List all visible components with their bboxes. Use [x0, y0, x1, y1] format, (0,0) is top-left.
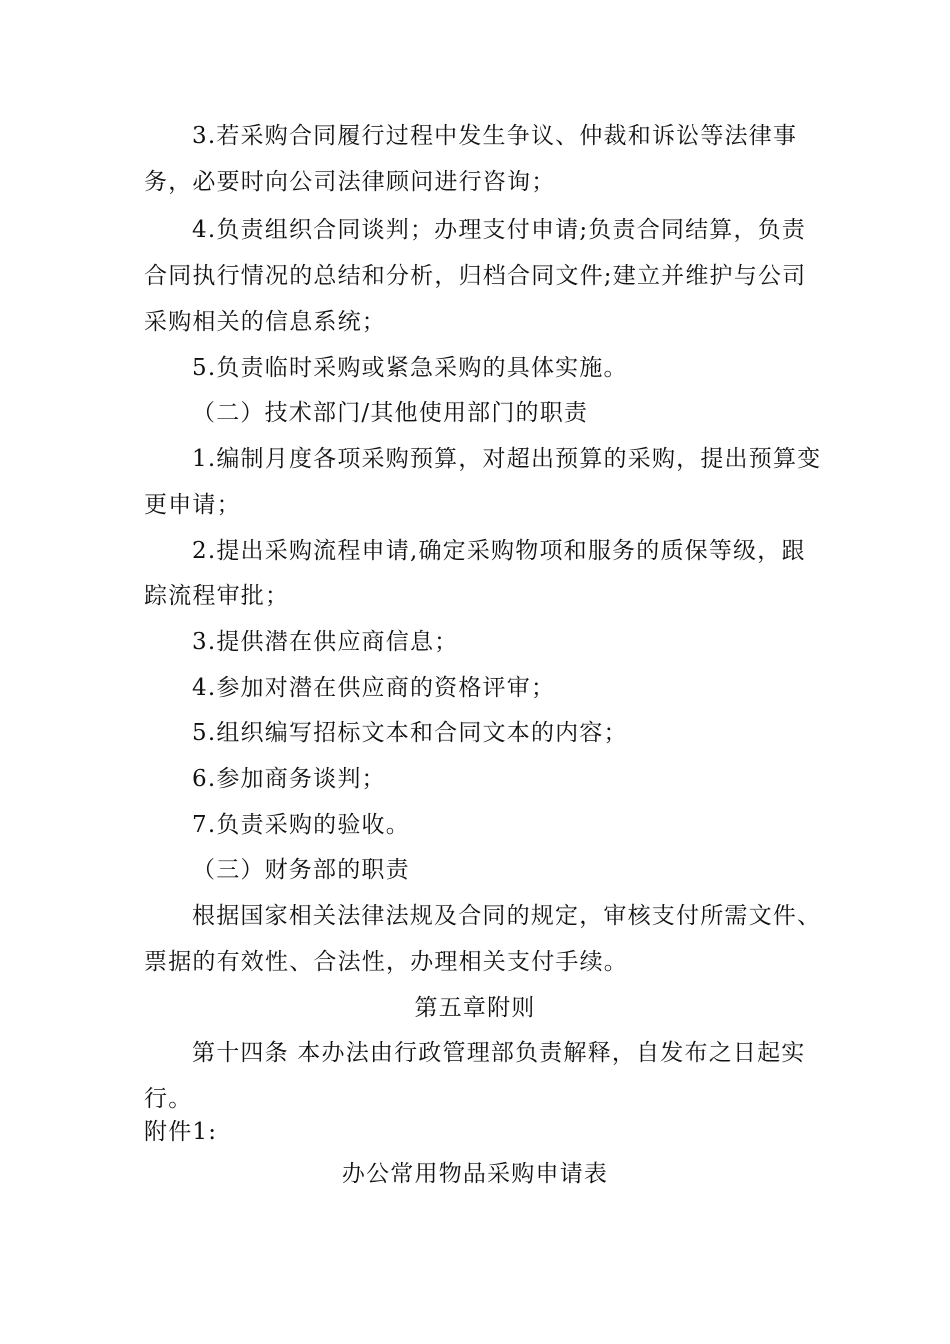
clause-4-line-2: 合同执行情况的总结和分析，归档合同文件;建立并维护与公司	[144, 263, 807, 289]
finance-line-2: 票据的有效性、合法性，办理相关支付手续。	[144, 949, 628, 975]
attachment-label: 附件1:	[144, 1119, 218, 1145]
tech-item-2-line-2: 踪流程审批；	[144, 583, 290, 609]
clause-4-line-1: 4.负责组织合同谈判；办理支付申请;负责合同结算，负责	[192, 217, 807, 243]
article-14-line-2: 行。	[144, 1086, 193, 1112]
tech-item-7: 7.负责采购的验收。	[192, 812, 410, 838]
article-14-line-1: 第十四条 本办法由行政管理部负责解释，自发布之日起实	[192, 1040, 806, 1066]
chapter-five-title: 第五章附则	[414, 995, 536, 1021]
tech-item-6: 6.参加商务谈判；	[192, 766, 386, 792]
clause-4-line-3: 采购相关的信息系统；	[144, 309, 386, 335]
finance-line-1: 根据国家相关法律法规及合同的规定，审核支付所需文件、	[192, 903, 822, 929]
clause-5-line: 5.负责临时采购或紧急采购的具体实施。	[192, 355, 628, 381]
section-heading-3: （三）财务部的职责	[192, 857, 410, 883]
tech-item-5: 5.组织编写招标文本和合同文本的内容；	[192, 720, 628, 746]
tech-item-3: 3.提供潜在供应商信息；	[192, 629, 459, 655]
clause-3-line-2: 务，必要时向公司法律顾问进行咨询；	[144, 169, 556, 195]
tech-item-1-line-2: 更申请；	[144, 492, 241, 518]
form-title: 办公常用物品采购申请表	[341, 1161, 609, 1187]
tech-item-1-line-1: 1.编制月度各项采购预算，对超出预算的采购，提出预算变	[192, 446, 822, 472]
tech-item-2-line-1: 2.提出采购流程申请,确定采购物项和服务的质保等级，跟	[192, 538, 806, 564]
tech-item-4: 4.参加对潜在供应商的资格评审；	[192, 675, 556, 701]
clause-3-line-1: 3.若采购合同履行过程中发生争议、仲裁和诉讼等法律事	[192, 123, 798, 149]
section-heading-2: （二）技术部门/其他使用部门的职责	[192, 400, 589, 426]
